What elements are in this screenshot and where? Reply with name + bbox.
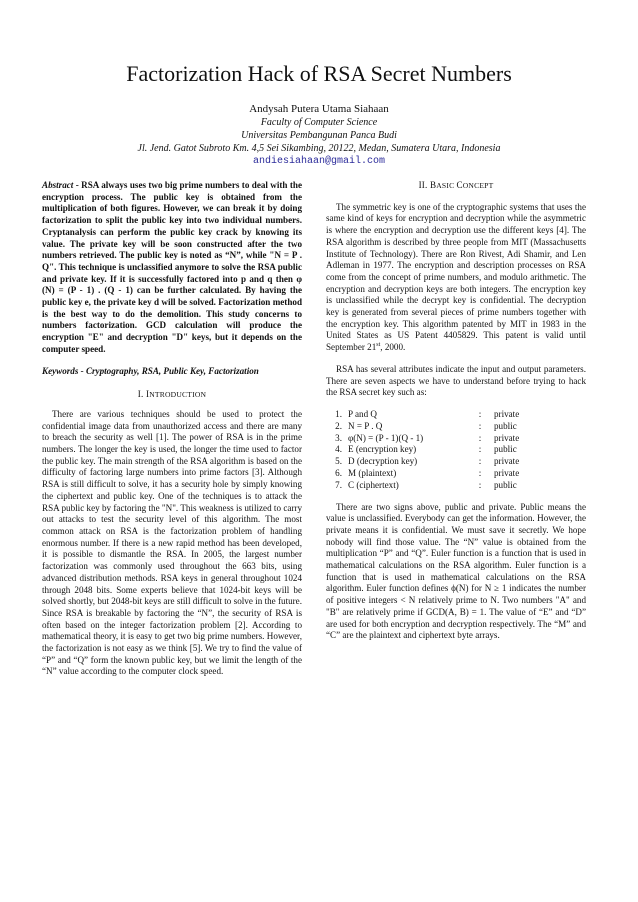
basic-concept-paragraph-2: RSA has several attributes indicate the input and output parameters. There are seven aspects we have to understand before trying to hack the RSA secret key such as:	[326, 363, 586, 398]
author-email[interactable]: andiesiahaan@gmail.com	[252, 156, 386, 167]
list-item: 3. φ(N) = (P - 1)(Q - 1) : private	[335, 432, 520, 443]
list-item: 4. E (encryption key) : public	[335, 444, 517, 455]
list-item: 1. P and Q : private	[335, 408, 520, 419]
basic-concept-paragraph-1: The symmetric key is one of the cryptographic systems that uses the same kind of keys for encryption and decryption while the asymmetric is where the encryption and decryption use the different keys [4]. The RSA algorithm is described by three people from MIT (Massachusetts Institute of Technology). There are Ron Rivest, Adi Shamir, and Len Adleman in 1977. The encryption and description processes on RSA come from the concept of prime numbers, and modulo arithmetic. The encryption and decryption keys are both integers. The encryption key is unclassified while the decrypt key is confidential. The decryption key is generated from several pieces of prime numbers together with the encryption key. This algorithm patented by MIT in 1983 in the United States as US Patent 4405829. This patent is valid until September 21st, 2000.	[326, 201, 586, 353]
list-item: 6. M (plaintext) : private	[335, 467, 520, 478]
rsa-attribute-list	[326, 409, 586, 492]
introduction-paragraph: There are various techniques should be used to protect the confidential image data from unauthorized access and there are many to breach the security as well [1]. The power of RSA is in the prime numbers. The longer the key is used, the longer the time used to factor the public key. The main strength of the RSA algorithm is based on the difficulty of factoring large numbers into prime factors [3]. Although RSA is still difficult to solve, it has a security hole by simply knowing the ciphertext and public key. One of the techniques is to attack the RSA public key by factoring the "N". This weakness is utilized to carry out attacks to test the security level of this algorithm. The most common attack on RSA is the factorization problem of handling enormous number. If there is a new rapid method has been developed, it is possible to dismantle the RSA. In 2005, the largest number factorization was commonly used throughout the 663 bits, using advanced distribution methods. RSA keys in general throughout 1024 through 2048 bits. Some experts believe that 1024-bit keys will be solved shortly, but 2048-bit keys are still difficult to solve in the future. Since RSA is breakable by factoring the “N”, the security of RSA is often based on the integer factorization problem [2]. According to mathematical theory, it is easy to get two big prime numbers. However, the factorization is not easy as we think [5]. We try to find the value of “P” and “Q” form the known public key, but we limit the length of the “N” value according to the computer clock speed.	[42, 408, 302, 677]
list-item: 7. C (ciphertext) : public	[335, 479, 517, 490]
left-column	[42, 180, 302, 688]
author-block	[0, 102, 638, 168]
section-heading-basic-concept: II. BASIC CONCEPT	[418, 180, 494, 190]
author-name: Andysah Putera Utama Siahaan	[249, 103, 389, 115]
author-faculty: Faculty of Computer Science	[260, 117, 378, 128]
author-address: Jl. Jend. Gatot Subroto Km. 4,5 Sei Sikambing, 20122, Medan, Sumatera Utara, Indonesia	[137, 143, 501, 154]
keywords: Keywords - Cryptography, RSA, Public Key, Factorization	[42, 365, 259, 376]
right-column	[326, 180, 586, 652]
basic-concept-paragraph-3: There are two signs above, public and private. Public means the value is unclassified. Everybody can get the information. However, the private means it is confidential. We must save it secretly. We hope nobody will find those value. The “N” value is obtained from the multiplication “P” and “Q”. Euler function is a function that is used in mathematical calculations on the RSA algorithm. Euler function is a function that is used in mathematical calculations on the RSA algorithm. Euler function defines ϕ(N) for N ≥ 1 indicates the number of positive integers < N relatively prime to N. Two numbers "A" and "B" are relatively prime if GCD(A, B) = 1. The value of “E” and “D” are used for both encryption and decryption respectively. The “M” and “C” are the plaintext and ciphertext byte arrays.	[326, 501, 586, 641]
list-item: 2. N = P . Q : public	[335, 420, 517, 431]
list-item: 5. D (decryption key) : private	[335, 456, 520, 467]
abstract	[42, 180, 302, 356]
paper-title: Factorization Hack of RSA Secret Numbers	[126, 61, 512, 86]
author-university: Universitas Pembangunan Panca Budi	[241, 130, 397, 141]
abstract-lead: Abstract	[42, 180, 74, 190]
abstract-text: - RSA always uses two big prime numbers to deal with the encryption process. The public key is obtained from the multiplication of both figures. However, we can break it by doing factorization to split the public key into two individual numbers. Cryptanalysis can perform the public key crack by knowing its value. The private key will be soon constructed after the two numbers retrieved. The public key is noted as “N”, while "N = P . Q". This technique is unclassified anymore to solve the RSA public and private key. If it is successfully factored into p and q then φ (N) = (P - 1) . (Q - 1) can be further calculated. By having the public key e, the private key d will be solved. Factorization method is the best way to do the demolition. This study concerns to numbers factorization. GCD calculation will produce the encryption "E" and decryption "D" keys, but it depends on the computer speed.	[42, 180, 302, 354]
section-heading-introduction: I. INTRODUCTION	[137, 389, 207, 400]
